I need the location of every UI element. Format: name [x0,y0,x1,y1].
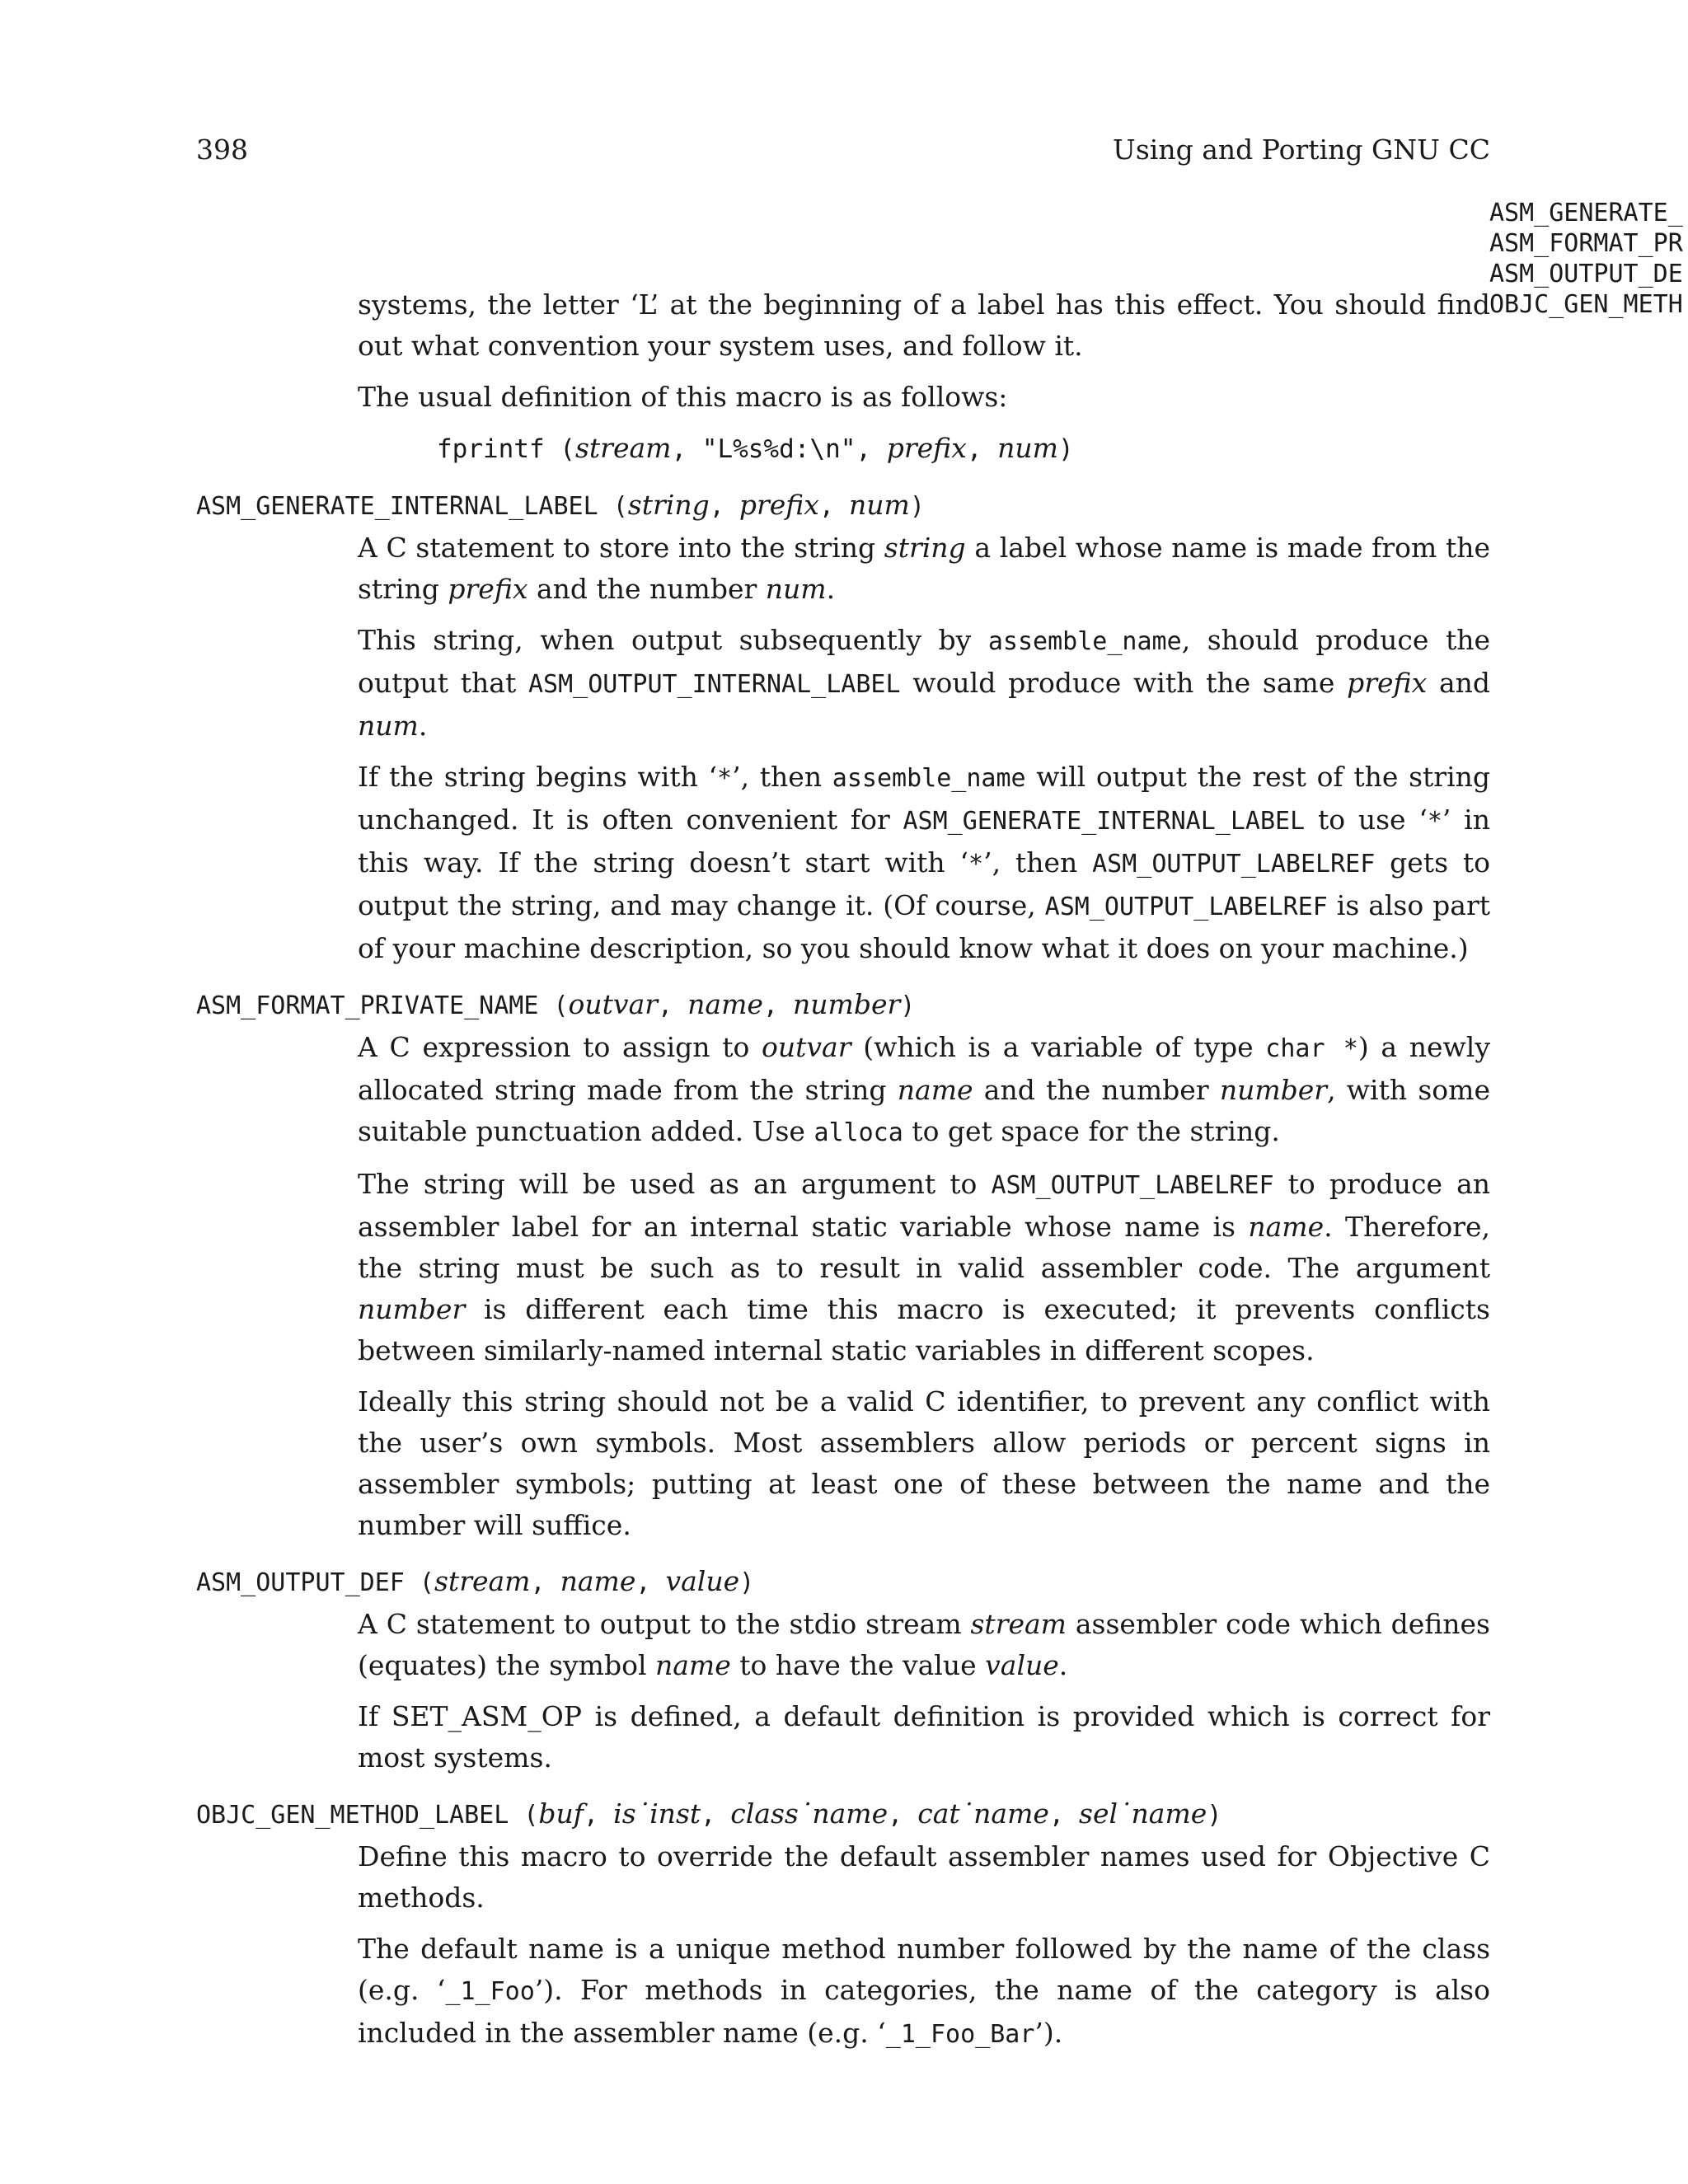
text-run: is also part of your machine description, so you should know what it does on your machine.) [358,889,1490,964]
text-run: A C statement to store into the string [358,532,884,564]
code-term: _1_Foo_Bar [885,2020,1035,2049]
code-text: ) [1207,1801,1222,1830]
variable: name [897,1074,973,1106]
code-term: alloca [814,1118,903,1147]
text-run: to produce an assembler label for an internal static variable whose name is [358,1168,1490,1243]
margin-index-entry: ASM_OUTPUT_DE [1489,260,1683,288]
variable: number [1219,1074,1328,1106]
code-term: ASM_GENERATE_INTERNAL_LABEL [903,807,1306,836]
intro-paragraph: systems, the letter ‘L’ at the beginning of a label has this effect. You should find out what convention your system uses, and follow it. [358,288,1490,362]
definition-heading [196,984,1490,1027]
definition-paragraph [358,620,1490,747]
text-run: A C expression to assign to [358,1031,762,1063]
definition-paragraph [358,1164,1490,1371]
macro-arg: buf [538,1797,584,1830]
code-text: ( [538,991,569,1020]
text-run: to use ‘ [1305,804,1428,836]
text-run: ’, then [732,761,832,793]
variable: number [358,1293,466,1325]
code-text: fprintf ( [437,434,575,464]
code-text: ( [509,1801,539,1830]
code-text: , [584,1801,614,1830]
macro-arg: cat˙name [917,1797,1049,1830]
text-run: . [1058,1649,1068,1681]
code-text: , "L%s%d:\n", [671,434,887,464]
definition-generate-internal-label [196,485,1490,969]
macro-name: ASM_OUTPUT_DEF [196,1568,405,1597]
text-run: assembler code which defines (equates) the symbol [358,1608,1490,1681]
text-run: (which is a variable of type [851,1031,1266,1063]
text-run: ’). For methods in categories, the name of the category is also included in the assembler name (e.g. ‘ [358,1974,1490,2049]
code-text: ) [739,1568,755,1597]
macro-arg: outvar [568,988,659,1020]
macro-name: ASM_GENERATE_INTERNAL_LABEL [196,492,598,521]
margin-index-entry: OBJC_GEN_METH [1489,290,1683,319]
text-run: to have the value [730,1649,986,1681]
text-run: is different each time this macro is executed; it prevents conflicts between similarly-named internal static variables in different scopes. [358,1293,1490,1366]
definition-objc-gen-method-label [196,1793,1490,2055]
definition-paragraph [358,1604,1490,1686]
text-run: . [418,710,428,742]
code-term: _1_Foo [445,1977,535,2006]
macro-arg: value [665,1565,740,1597]
text-run: ’). [1034,2017,1063,2049]
definition-paragraph: Define this macro to override the default assembler names used for Objective C methods. [358,1840,1490,1914]
code-text: , [818,492,850,521]
macro-arg: num [849,489,910,521]
text-run: gets to output the string, and may change it. (Of course, [358,846,1491,921]
code-example [196,428,1490,470]
margin-index-entry: ASM_GENERATE_ [1489,199,1683,227]
code-term: assemble_name [832,764,1026,793]
definition-heading [196,1561,1490,1604]
definition-paragraph [358,1027,1490,1154]
code-text: , [658,991,688,1020]
text-run: . Therefore, the string must be such as to result in valid assembler code. The argument [358,1211,1491,1284]
text-run: ) a newly allocated string made from the string [358,1031,1490,1106]
page-number: 398 [196,134,248,166]
intro-paragraph: The usual definition of this macro is as follows: [358,381,1008,413]
macro-arg: stream [434,1565,531,1597]
code-term: * [1427,807,1442,836]
code-term: char * [1265,1034,1358,1063]
code-term: ASM_OUTPUT_INTERNAL_LABEL [528,670,901,699]
code-text: ( [404,1568,434,1597]
macro-arg: string [627,489,710,521]
text-run: The string will be used as an argument to [358,1168,992,1200]
macro-name: ASM_FORMAT_PRIVATE_NAME [196,991,539,1020]
code-text: , [530,1568,560,1597]
text-run: a label whose name is made from the string [358,532,1490,605]
variable: string [884,532,966,564]
text-run: This string, when output subsequently by [358,624,988,656]
code-term: ASM_OUTPUT_LABELREF [991,1171,1274,1200]
code-arg: stream [574,432,672,464]
macro-arg: name [560,1565,636,1597]
margin-index-entry: ASM_FORMAT_PR [1489,229,1683,258]
definition-paragraph: Ideally this string should not be a valid C identifier, to prevent any conflict with the user’s own symbols. Most assemblers allow periods or percent signs in assembler symbols; putting at least one of these between the name and the number will suffice. [358,1385,1490,1541]
variable: name [1248,1211,1325,1243]
code-term: ASM_OUTPUT_LABELREF [1044,893,1328,921]
variable: stream [970,1608,1067,1640]
macro-arg: prefix [738,489,819,521]
text-run: will output the rest of the string unchanged. It is often convenient for [358,761,1490,836]
code-term: assemble_name [987,627,1182,656]
macro-arg: class˙name [730,1797,889,1830]
page-body [196,284,1490,2065]
text-run: and the number [973,1074,1220,1106]
code-text: ) [909,492,925,521]
text-run: . [826,573,836,605]
code-text: ) [900,991,916,1020]
variable: outvar [762,1031,851,1063]
definition-paragraph [358,757,1490,969]
text-run: and the number [528,573,766,605]
text-run: A C statement to output to the stdio stream [358,1608,971,1640]
code-arg: prefix [886,432,967,464]
definition-paragraph [358,1929,1490,2055]
definition-paragraph [358,527,1490,610]
variable: value [985,1649,1059,1681]
text-run: , with some suitable punctuation added. Use [358,1074,1490,1147]
variable: num [358,710,419,742]
macro-arg: sel˙name [1079,1797,1207,1830]
variable: prefix [1347,667,1428,699]
code-text: , [888,1801,918,1830]
code-text: , [762,991,794,1020]
code-arg: num [997,432,1058,464]
text-run: , should produce the output that [358,624,1490,699]
definition-output-def [196,1561,1490,1779]
text-run: would produce with the same [900,667,1348,699]
code-text: , [966,434,998,464]
code-text: , [701,1801,731,1830]
code-text: , [1048,1801,1080,1830]
text-run: and [1427,667,1491,699]
code-text: ( [598,492,628,521]
text-run: to get space for the string. [903,1115,1280,1147]
code-text: , [709,492,739,521]
variable: num [765,573,827,605]
macro-arg: number [793,988,901,1020]
macro-arg: name [687,988,763,1020]
text-run: ’ in this way. If the string doesn’t start with ‘ [358,804,1490,879]
definition-heading [196,485,1490,527]
variable: prefix [448,573,528,605]
definition-heading [196,1793,1490,1836]
variable: name [655,1649,731,1681]
margin-index [1489,198,1688,320]
code-text: , [635,1568,666,1597]
definition-paragraph: If SET_ASM_OP is defined, a default definition is provided which is correct for most systems. [358,1700,1490,1774]
code-term: * [968,850,984,879]
code-term: ASM_OUTPUT_LABELREF [1092,850,1376,879]
code-term: * [717,764,733,793]
text-run: The default name is a unique method number followed by the name of the class (e.g. ‘ [358,1933,1490,2006]
text-run: If the string begins with ‘ [358,761,718,793]
text-run: ’, then [983,846,1093,879]
macro-name: OBJC_GEN_METHOD_LABEL [196,1801,509,1830]
code-text: ) [1057,434,1074,464]
definition-format-private-name [196,984,1490,1546]
macro-arg: is˙inst [613,1797,701,1830]
running-head: Using and Porting GNU CC [1113,134,1490,166]
